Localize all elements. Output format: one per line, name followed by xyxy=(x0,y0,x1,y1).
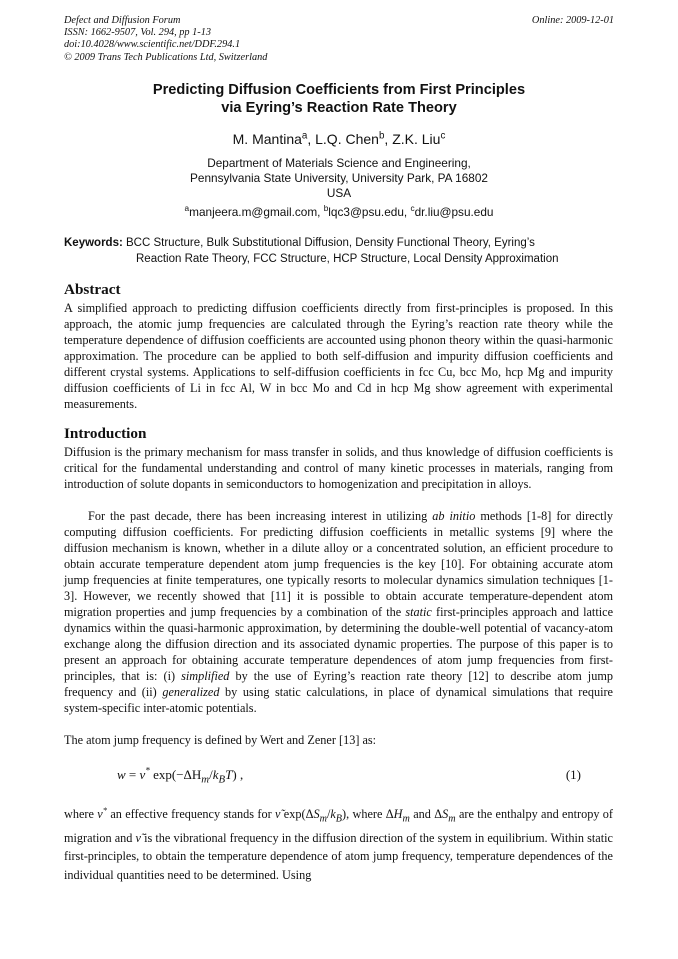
author-mark: b xyxy=(378,130,385,142)
email-mark: b xyxy=(323,204,329,214)
email-address[interactable]: lqc3@psu.edu xyxy=(328,205,404,219)
author-list xyxy=(64,131,614,148)
title-line-2: via Eyring’s Reaction Rate Theory xyxy=(221,99,457,116)
paper-title xyxy=(64,82,614,117)
affiliation-line-2: Pennsylvania State University, University Park, PA 16802 xyxy=(190,171,488,186)
abstract-text: A simplified approach to predicting diffusion coefficients directly from first-principles is proposed. In this approach, the atomic jump frequencies are calculated through the Eyring’s reaction rate theory while the temperature dependence of diffusion coefficients are accounted using phonon theory within the quasi-harmonic approximation. The procedure can be applied to both self-diffusion and impurity diffusion coefficients and different crystal systems. Applications to self-diffusion coefficients in fcc Cu, bcc Mo, hcp Mg and impurity diffusion coefficients of Li in fcc Al, W in bcc Mo and Cd in hcp Mg show agreement with experimental measurements. xyxy=(64,301,613,411)
intro-text: by using static calculations, in place of dynamical simulations that require system-specific inter-atomic potentials. xyxy=(64,685,613,715)
keywords-line-1: BCC Structure, Bulk Substitutional Diffusion, Density Functional Theory, Eyring’s xyxy=(126,237,535,249)
journal-header xyxy=(64,15,614,64)
journal-name: Defect and Diffusion Forum xyxy=(64,15,181,26)
email-address[interactable]: dr.liu@psu.edu xyxy=(414,205,494,219)
intro-paragraph-1: Diffusion is the primary mechanism for mass transfer in solids, and thus knowledge of diffusion coefficients is critical for the fundamental understanding and control of many kinetic processes in materials, ranging from introduction of solute dopants in semiconductors to homogenization and precipitation in alloys. xyxy=(64,445,613,491)
intro-text: are the enthalpy and entropy of migration and xyxy=(64,807,614,845)
math-delta-h: $\Delta H_m$ xyxy=(385,807,410,825)
email-mark: a xyxy=(184,204,190,214)
author-name: Z.K. Liu xyxy=(392,131,441,147)
intro-text: , where xyxy=(346,807,386,821)
math-nu-tilde-exp: ν̃ $\exp(\Delta S_m/k_B)$ xyxy=(275,807,347,825)
author-name: L.Q. Chen xyxy=(315,131,379,147)
intro-paragraph-2 xyxy=(64,508,613,716)
email-address[interactable]: manjeera.m@gmail.com xyxy=(189,205,318,219)
affiliation-line-1: Department of Materials Science and Engineering, xyxy=(207,156,471,170)
intro-text: and xyxy=(409,807,435,821)
intro-italic: generalized xyxy=(162,685,220,699)
intro-italic: simplified xyxy=(181,669,230,683)
intro-paragraph-3: The atom jump frequency is defined by Wert and Zener [13] as: xyxy=(64,733,377,747)
math-nu-tilde: ν̃ xyxy=(135,830,141,845)
abstract-heading: Abstract xyxy=(64,281,121,298)
intro-text: methods [1-8] for directly computing diffusion coefficients. For predicting diffusion coefficients in metallic systems [9] where the diffusion mechanism is known, whether in a dilute alloy or a concentrated solution, an efficient procedure to obtain accurate temperature dependent atom jump frequencies is the key [10]. For obtaining accurate atom jump frequencies at finite temperatures, one typically resorts to molecular dynamics simulation techniques [1-3]. However, we recently showed that [11] it is possible to obtain accurate temperature-dependent atom migration properties and jump frequencies by a combination of the xyxy=(64,509,613,619)
title-line-1: Predicting Diffusion Coefficients from First Principles xyxy=(152,82,526,98)
intro-italic: static xyxy=(405,605,432,619)
equation-number: (1) xyxy=(565,767,581,782)
intro-text: first-principles approach and lattice dynamics within the quasi-harmonic approximation, by determining the double-well potential of vacancy-atom exchange along the diffusion direction and its associated dynamic properties. The purpose of this paper is to present an approach for obtaining accurate temperature dependences of atom jump frequencies from first-principles, that is: (i) xyxy=(64,605,614,683)
intro-paragraph-4 xyxy=(64,805,613,884)
math-nu-star: ν* xyxy=(97,804,107,821)
email-separator: , xyxy=(403,205,411,219)
introduction-heading: Introduction xyxy=(64,425,147,442)
online-date: Online: 2009-12-01 xyxy=(531,15,614,26)
affiliation xyxy=(64,156,614,202)
keywords-label: Keywords: xyxy=(64,237,123,249)
article-doi: doi:10.4028/www.scientific.net/DDF.294.1 xyxy=(64,39,241,51)
intro-text: where xyxy=(64,807,98,821)
keywords xyxy=(64,235,616,267)
email-list xyxy=(64,205,614,219)
math-delta-s: $\Delta S_m$ xyxy=(434,807,456,825)
author-separator: , xyxy=(384,131,393,147)
intro-text: by the use of Eyring’s reaction rate theory [12] to describe atom jump frequency and (ii) xyxy=(64,669,613,699)
copyright-notice: © 2009 Trans Tech Publications Ltd, Switzerland xyxy=(64,51,268,63)
journal-issn: ISSN: 1662-9507, Vol. 294, pp 1-13 xyxy=(64,27,212,39)
email-separator: , xyxy=(317,205,324,219)
intro-text: is the vibrational frequency in the diffusion direction of the system in equilibrium. Within static first-principles, to obtain the temperature dependence of atom jump frequency, temperature dependences of the individual quantities need to be determined. Using xyxy=(64,830,613,882)
author-name: M. Mantina xyxy=(232,131,302,147)
intro-italic: ab initio xyxy=(432,509,476,523)
intro-text: For the past decade, there has been increasing interest in utilizing xyxy=(88,509,433,523)
email-mark: c xyxy=(410,204,415,214)
intro-text: an effective frequency stands for xyxy=(106,807,276,821)
author-separator: , xyxy=(307,131,316,147)
keywords-line-2: Reaction Rate Theory, FCC Structure, HCP Structure, Local Density Approximation xyxy=(136,253,559,265)
equation-formula: w = ν* $\exp(-\Delta H_m/k_BT)$ , xyxy=(117,765,244,786)
affiliation-line-3: USA xyxy=(326,186,352,201)
author-mark: a xyxy=(301,130,308,142)
author-mark: c xyxy=(440,130,446,142)
